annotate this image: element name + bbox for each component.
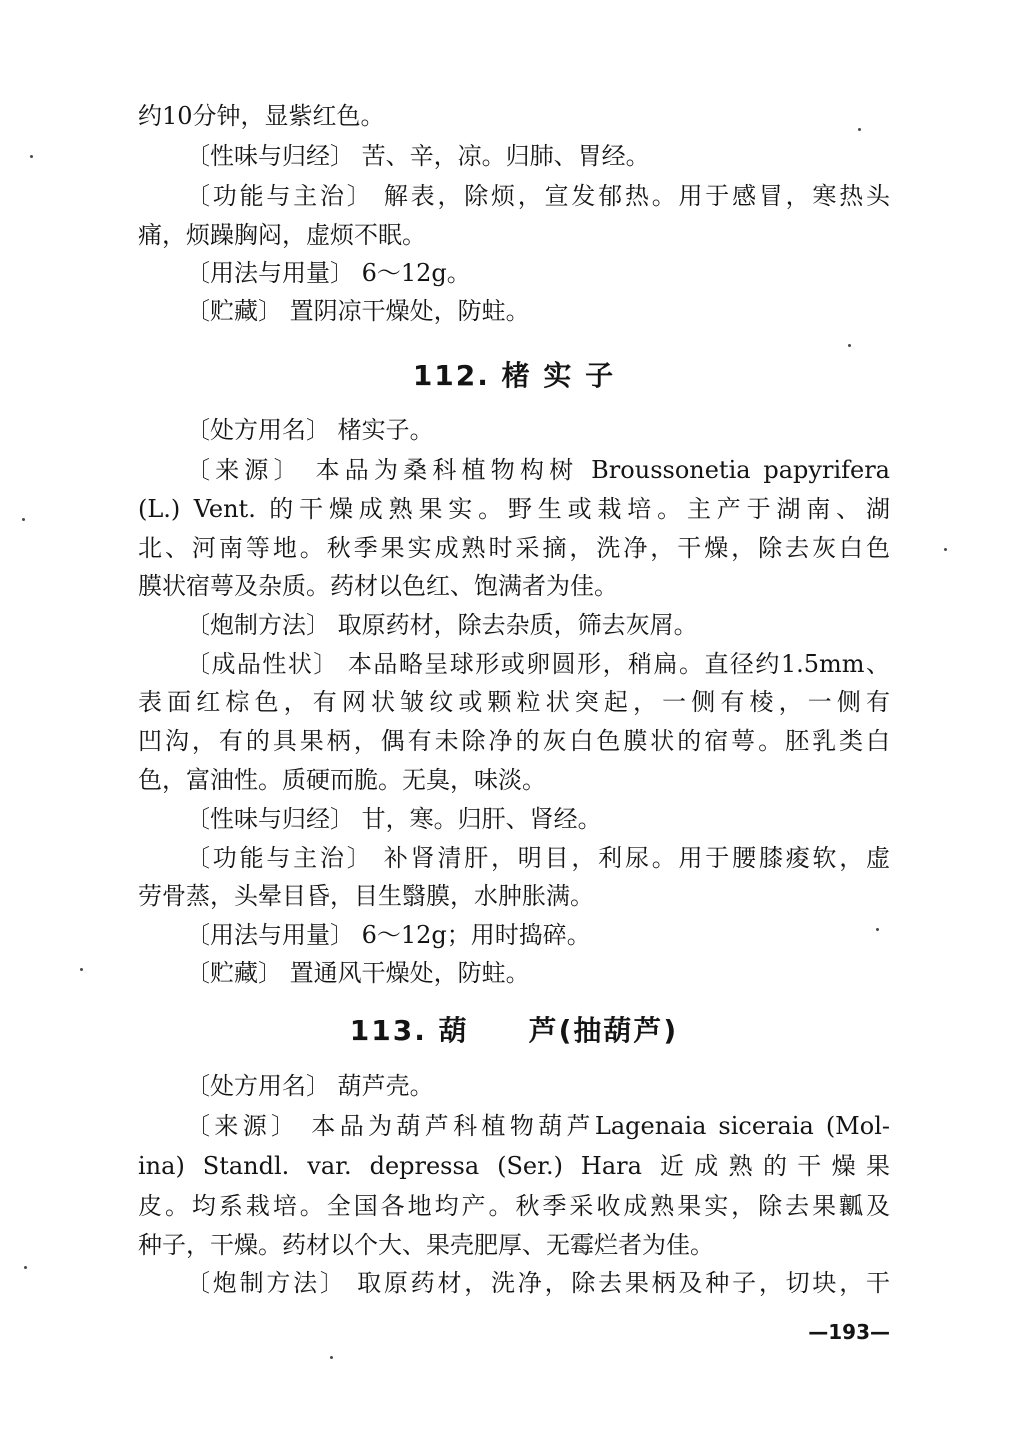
text-line: 种子，干燥。药材以个大、果壳肥厚、无霉烂者为佳。 [138, 1231, 714, 1259]
text-line: 〔贮藏〕 置阴凉干燥处，防蛀。 [186, 297, 530, 325]
scan-speck [80, 968, 83, 971]
scan-speck [848, 344, 851, 347]
text-line: 皮。均系栽培。全国各地均产。秋季采收成熟果实，除去果瓤及 [138, 1192, 890, 1220]
text-line: 〔炮制方法〕 取原药材，除去杂质，筛去灰屑。 [186, 611, 698, 639]
text-line: 痛，烦躁胸闷，虚烦不眠。 [138, 221, 426, 249]
text-line: ina) Standl. var. depressa (Ser.) Hara 近成熟的干燥果 [138, 1152, 890, 1180]
scan-speck [24, 1266, 27, 1269]
section-heading-113: 113. 葫 芦(抽葫芦) [349, 1014, 679, 1047]
text-line: 〔用法与用量〕 6～12g；用时捣碎。 [186, 921, 591, 949]
text-line: 〔炮制方法〕 取原药材，洗净，除去果柄及种子，切块，干 [186, 1269, 890, 1297]
scan-speck [30, 155, 33, 158]
scan-speck [330, 1356, 333, 1359]
scan-speck [858, 128, 861, 131]
text-line: 〔来源〕 本品为桑科植物构树 Broussonetia papyrifera [186, 456, 890, 484]
text-line: 劳骨蒸，头晕目昏，目生翳膜，水肿胀满。 [138, 882, 594, 910]
text-line: 〔成品性状〕 本品略呈球形或卵圆形，稍扁。直径约1.5mm、 [186, 650, 890, 678]
text-line: 〔性味与归经〕 甘，寒。归肝、肾经。 [186, 805, 602, 833]
scan-speck [876, 928, 879, 931]
text-line: 〔贮藏〕 置通风干燥处，防蛀。 [186, 959, 530, 987]
text-line: 凹沟，有的具果柄，偶有未除净的灰白色膜状的宿萼。胚乳类白 [138, 727, 890, 755]
page-number: —193— [808, 1320, 890, 1344]
scan-speck [944, 548, 947, 551]
text-line: 〔性味与归经〕 苦、辛，凉。归肺、胃经。 [186, 142, 650, 170]
text-line: 〔处方用名〕 葫芦壳。 [186, 1072, 434, 1100]
text-line: 表面红棕色，有网状皱纹或颗粒状突起，一侧有棱，一侧有 [138, 688, 890, 716]
text-line: 〔功能与主治〕 解表，除烦，宣发郁热。用于感冒，寒热头 [186, 182, 890, 210]
text-line: 膜状宿萼及杂质。药材以色红、饱满者为佳。 [138, 572, 618, 600]
text-line: 〔处方用名〕 楮实子。 [186, 416, 434, 444]
section-heading-112: 112. 楮 实 子 [412, 359, 616, 392]
scan-speck [22, 518, 25, 521]
text-line: 〔来源〕 本品为葫芦科植物葫芦Lagenaia siceraia (Mol- [186, 1112, 890, 1140]
text-line: 北、河南等地。秋季果实成熟时采摘，洗净，干燥，除去灰白色 [138, 534, 890, 562]
text-line: 色，富油性。质硬而脆。无臭，味淡。 [138, 766, 546, 794]
text-line: (L.) Vent. 的干燥成熟果实。野生或栽培。主产于湖南、湖 [138, 495, 890, 523]
text-line: 〔功能与主治〕 补肾清肝，明目，利尿。用于腰膝痠软，虚 [186, 844, 890, 872]
text-line: 约10分钟，显紫红色。 [138, 102, 385, 130]
text-line: 〔用法与用量〕 6～12g。 [186, 259, 471, 287]
